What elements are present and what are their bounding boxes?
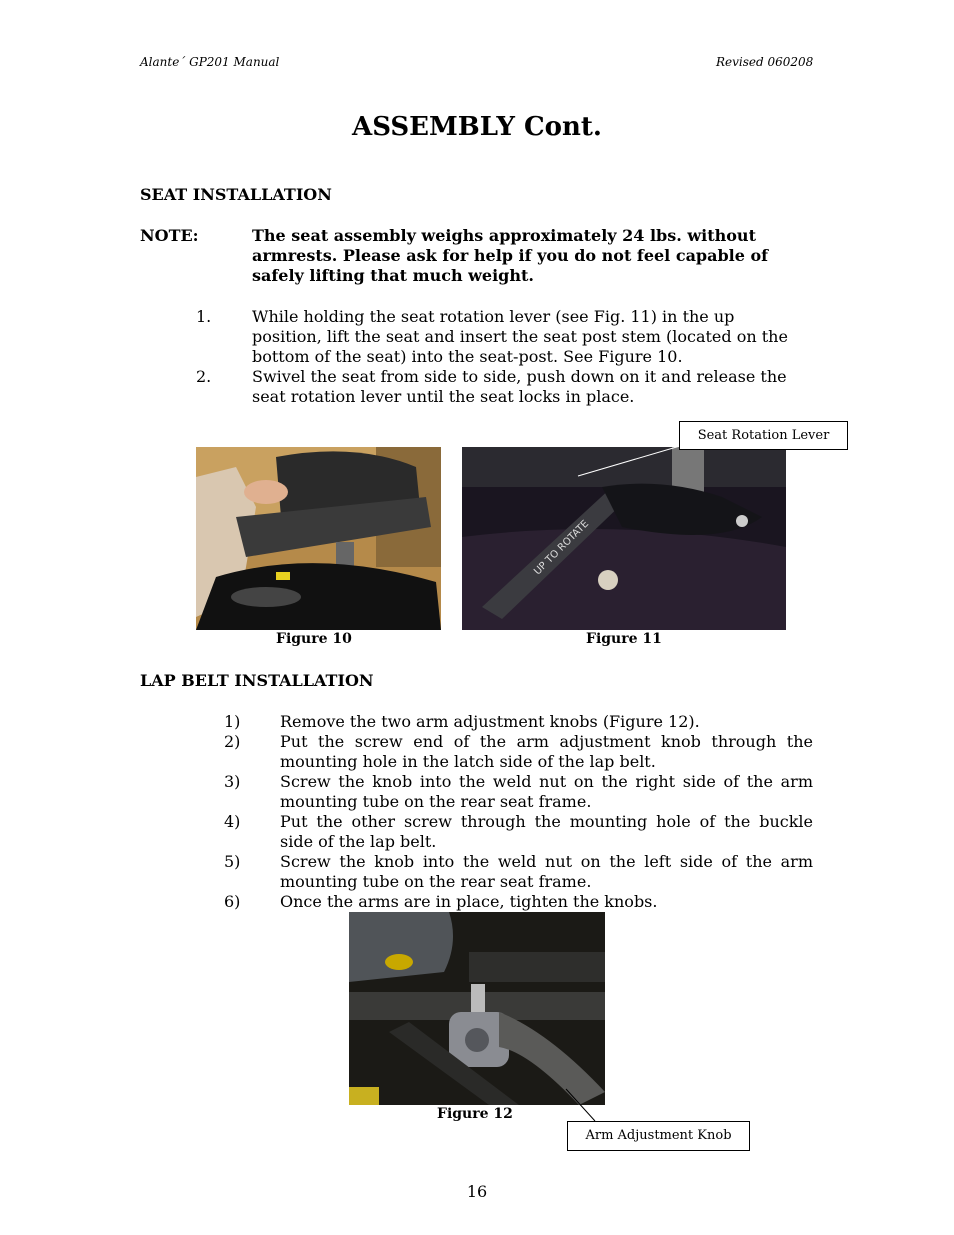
step-line: Remove the two arm adjustment knobs (Figure 12). [280,712,700,731]
seat-step-text [252,367,787,407]
step-line: Screw the knob into the weld nut on the right side of the arm [280,772,813,791]
figure-12-caption: Figure 12 [437,1106,513,1122]
seat-installation-heading: SEAT INSTALLATION [140,185,332,204]
header-left: Alante´ GP201 Manual [140,55,280,69]
seat-step-number: 2. [196,367,212,386]
step-line: mounting hole in the latch side of the lap belt. [280,752,656,771]
lap-step-number: 1) [224,712,241,731]
lever-label: UP TO ROTATE [532,518,592,578]
lap-step-text [280,772,813,812]
lap-step [224,812,814,852]
step-line: Once the arms are in place, tighten the knobs. [280,892,658,911]
lap-step-text [280,812,813,852]
figure-10-caption: Figure 10 [276,631,352,647]
lap-step-number: 4) [224,812,241,831]
lap-step-number: 2) [224,732,241,751]
page-title: ASSEMBLY Cont. [352,112,602,142]
note-label: NOTE: [140,226,199,245]
lap-belt-steps [224,712,814,912]
step-line: Swivel the seat from side to side, push down on it and release the [252,367,787,386]
note-text [252,226,768,286]
lap-step-number: 6) [224,892,241,911]
figure-11-caption: Figure 11 [586,631,662,647]
lap-step [224,772,814,812]
lap-step [224,712,814,732]
figure-10-photo [196,447,441,630]
seat-step-text [252,307,788,367]
arm-adjustment-knob-callout: Arm Adjustment Knob [567,1121,750,1151]
note-line: armrests. Please ask for help if you do not feel capable of [252,246,769,265]
step-line: seat rotation lever until the seat locks in place. [252,387,635,406]
lap-step [224,852,814,892]
page-number: 16 [466,1182,488,1201]
figure-12-photo [349,912,605,1105]
lap-step-number: 3) [224,772,241,791]
step-line: Put the screw end of the arm adjustment knob through the [280,732,813,751]
seat-rotation-lever-callout: Seat Rotation Lever [679,421,848,450]
step-line: mounting tube on the rear seat frame. [280,792,592,811]
lap-step-text [280,732,813,772]
lap-step-text [280,892,813,912]
header-right: Revised 060208 [716,55,814,69]
note-line: safely lifting that much weight. [252,266,534,285]
arm-knob-leader-line [560,1085,620,1125]
lap-step-text [280,712,813,732]
step-line: mounting tube on the rear seat frame. [280,872,592,891]
step-line: bottom of the seat) into the seat-post. See Figure 10. [252,347,683,366]
lap-step-text [280,852,813,892]
step-line: Screw the knob into the weld nut on the left side of the arm [280,852,813,871]
step-line: While holding the seat rotation lever (see Fig. 11) in the up [252,307,735,326]
step-line: side of the lap belt. [280,832,437,851]
step-line: position, lift the seat and insert the seat post stem (located on the [252,327,788,346]
step-line: Put the other screw through the mounting hole of the buckle [280,812,813,831]
seat-step-number: 1. [196,307,212,326]
note-line: The seat assembly weighs approximately 24 lbs. without [252,226,756,245]
lap-belt-heading: LAP BELT INSTALLATION [140,671,374,690]
lap-step [224,732,814,772]
lap-step-number: 5) [224,852,241,871]
lap-step [224,892,814,912]
